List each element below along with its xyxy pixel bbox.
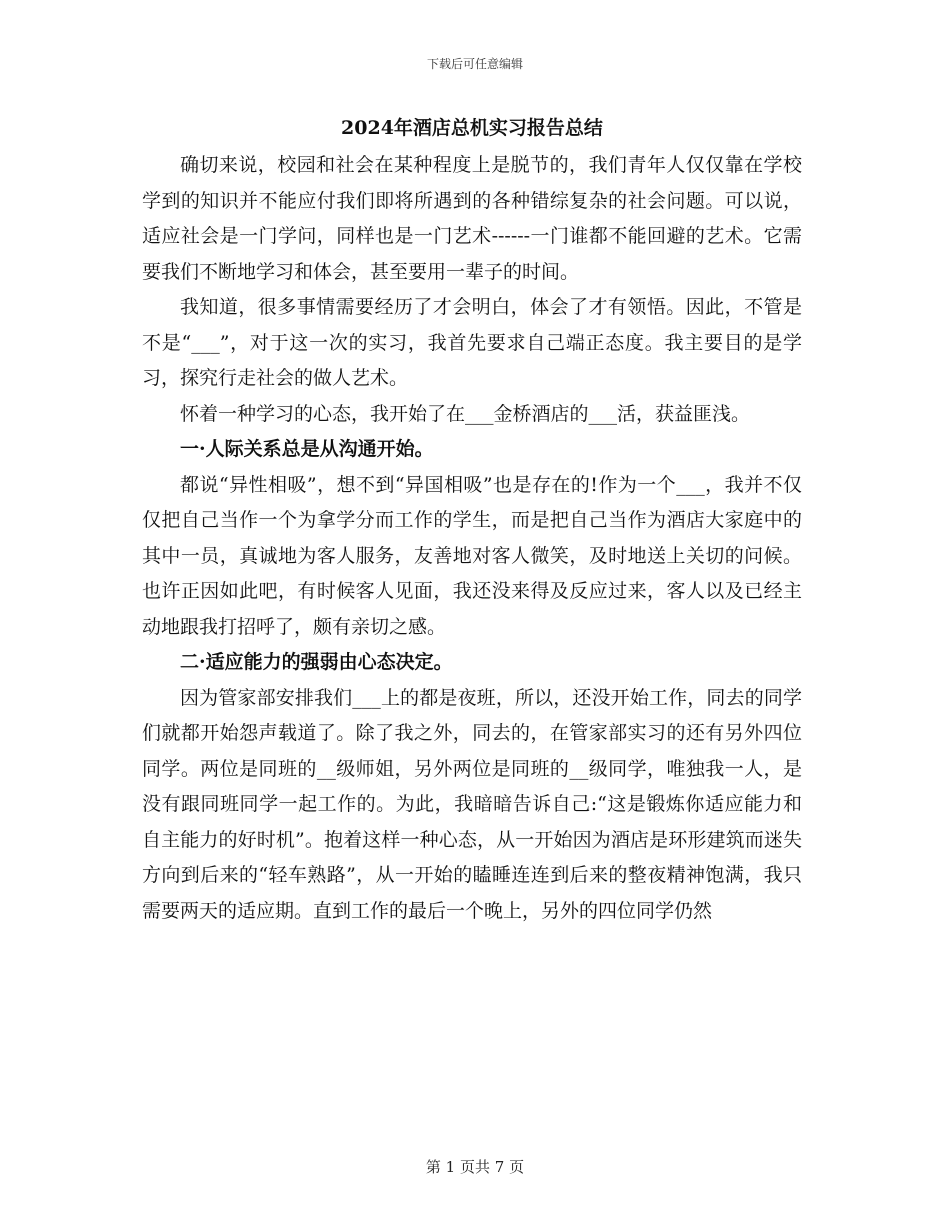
page-header: 下载后可任意编辑 <box>426 57 523 71</box>
paragraph-4: 都说“异性相吸”，想不到“异国相吸”也是存在的!作为一个___，我并不仅仅把自己当作一个为拿学分而工作的学生，而是把自己当作为酒店大家庭中的其中一员，真诚地为客人服务，友善地对客人微笑，及时地送上关切的问候。也许正因如此吧，有时候客人见面，我还没来得及反应过来，客人以及已经主动地跟我打招呼了，颇有亲切之感。 <box>142 473 802 638</box>
document-title: 2024年酒店总机实习报告总结 <box>341 117 603 139</box>
section-heading-1: 一·人际关系总是从沟通开始。 <box>180 438 434 460</box>
page-footer: 第 1 页共 7 页 <box>425 1158 525 1176</box>
paragraph-1: 确切来说，校园和社会在某种程度上是脱节的，我们青年人仅仅靠在学校学到的知识并不能应付我们即将所遇到的各种错综复杂的社会问题。可以说，适应社会是一门学问，同样也是一门艺术------一门谁都不能回避的艺术。它需要我们不断地学习和体会，甚至要用一辈子的时间。 <box>142 154 802 283</box>
document-body <box>142 112 802 929</box>
paragraph-2: 我知道，很多事情需要经历了才会明白，体会了才有领悟。因此，不管是不是“___”，对于这一次的实习，我首先要求自己端正态度。我主要目的是学习，探究行走社会的做人艺术。 <box>142 296 802 389</box>
section-heading-2: 二·适应能力的强弱由心态决定。 <box>180 651 453 673</box>
paragraph-3: 怀着一种学习的心态，我开始了在___金桥酒店的___活，获益匪浅。 <box>180 402 751 425</box>
paragraph-5: 因为管家部安排我们___上的都是夜班，所以，还没开始工作，同去的同学们就都开始怨声载道了。除了我之外，同去的，在管家部实习的还有另外四位同学。两位是同班的__级师姐，另外两位是同班的__级同学，唯独我一人，是没有跟同班同学一起工作的。为此，我暗暗告诉自己:“这是锻炼你适应能力和自主能力的好时机”。抱着这样一种心态，从一开始因为酒店是环形建筑而迷失方向到后来的“轻车熟路”，从一开始的瞌睡连连到后来的整夜精神饱满，我只需要两天的适应期。直到工作的最后一个晚上，另外的四位同学仍然 <box>142 686 802 922</box>
